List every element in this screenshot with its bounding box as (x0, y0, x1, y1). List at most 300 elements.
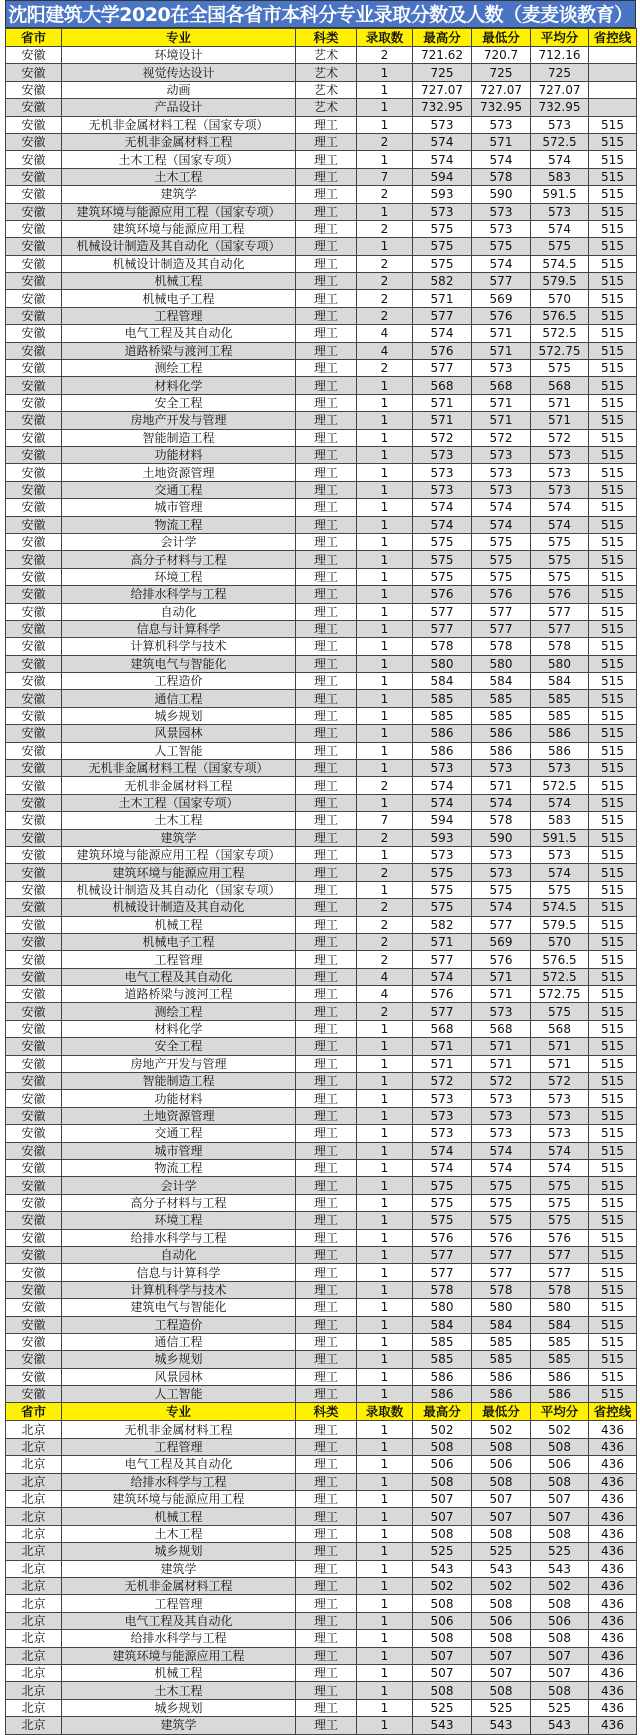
cell-major: 建筑环境与能源应用工程 (62, 864, 296, 881)
cell-province: 安徽 (6, 603, 62, 620)
cell-max-score: 575 (413, 533, 472, 550)
cell-max-score: 578 (413, 638, 472, 655)
cell-admitted: 1 (357, 1020, 413, 1037)
cell-admitted: 4 (357, 968, 413, 985)
cell-admitted: 2 (357, 951, 413, 968)
cell-max-score: 574 (413, 1142, 472, 1159)
table-row (6, 325, 637, 342)
cell-min-score: 586 (472, 725, 531, 742)
cell-control-line: 515 (589, 394, 637, 411)
cell-category: 理工 (296, 742, 357, 759)
cell-min-score: 573 (472, 203, 531, 220)
cell-province: 安徽 (6, 968, 62, 985)
cell-major: 工程管理 (62, 1438, 296, 1455)
cell-major: 无机非金属材料工程 (62, 1577, 296, 1594)
cell-min-score: 585 (472, 1333, 531, 1350)
cell-min-score: 574 (472, 794, 531, 811)
cell-major: 人工智能 (62, 1386, 296, 1403)
cell-avg-score: 577 (531, 603, 589, 620)
cell-major: 测绘工程 (62, 1003, 296, 1020)
cell-category: 理工 (296, 1107, 357, 1124)
cell-max-score: 582 (413, 273, 472, 290)
cell-province: 安徽 (6, 1299, 62, 1316)
cell-max-score: 727.07 (413, 81, 472, 98)
cell-min-score: 575 (472, 1177, 531, 1194)
cell-min-score: 525 (472, 1699, 531, 1716)
cell-control-line: 515 (589, 829, 637, 846)
cell-max-score: 578 (413, 1281, 472, 1298)
cell-control-line: 436 (589, 1560, 637, 1577)
cell-major: 工程造价 (62, 673, 296, 690)
cell-control-line (589, 64, 637, 81)
cell-max-score: 573 (413, 1107, 472, 1124)
cell-major: 电气工程及其自动化 (62, 325, 296, 342)
cell-province: 安徽 (6, 707, 62, 724)
cell-province: 北京 (6, 1699, 62, 1716)
cell-avg-score: 575 (531, 1212, 589, 1229)
cell-major: 物流工程 (62, 1160, 296, 1177)
cell-province: 北京 (6, 1438, 62, 1455)
cell-province: 安徽 (6, 881, 62, 898)
cell-max-score: 574 (413, 968, 472, 985)
cell-min-score: 571 (472, 1055, 531, 1072)
cell-avg-score: 525 (531, 1699, 589, 1716)
cell-admitted: 1 (357, 1491, 413, 1508)
cell-admitted: 1 (357, 1612, 413, 1629)
cell-min-score: 574 (472, 899, 531, 916)
table-row (6, 1212, 637, 1229)
cell-min-score: 571 (472, 412, 531, 429)
cell-avg-score: 508 (531, 1595, 589, 1612)
column-header-min-score: 最低分 (472, 1403, 531, 1421)
cell-admitted: 1 (357, 151, 413, 168)
cell-province: 北京 (6, 1717, 62, 1734)
cell-category: 艺术 (296, 64, 357, 81)
cell-control-line: 515 (589, 1299, 637, 1316)
cell-province: 安徽 (6, 1316, 62, 1333)
cell-max-score: 584 (413, 673, 472, 690)
cell-max-score: 575 (413, 568, 472, 585)
cell-avg-score: 575 (531, 238, 589, 255)
cell-province: 安徽 (6, 499, 62, 516)
cell-admitted: 1 (357, 673, 413, 690)
cell-min-score: 574 (472, 255, 531, 272)
table-row (6, 168, 637, 185)
cell-avg-score: 577 (531, 620, 589, 637)
cell-admitted: 4 (357, 342, 413, 359)
cell-admitted: 1 (357, 203, 413, 220)
cell-category: 理工 (296, 1560, 357, 1577)
table-row (6, 638, 637, 655)
cell-category: 理工 (296, 1003, 357, 1020)
cell-min-score: 576 (472, 307, 531, 324)
cell-min-score: 578 (472, 812, 531, 829)
cell-avg-score: 573 (531, 446, 589, 463)
table-row (6, 846, 637, 863)
cell-avg-score: 573 (531, 203, 589, 220)
cell-max-score: 576 (413, 586, 472, 603)
cell-min-score: 507 (472, 1491, 531, 1508)
cell-max-score: 594 (413, 812, 472, 829)
cell-control-line: 515 (589, 1055, 637, 1072)
cell-province: 安徽 (6, 777, 62, 794)
cell-province: 北京 (6, 1456, 62, 1473)
cell-control-line: 515 (589, 742, 637, 759)
cell-admitted: 1 (357, 499, 413, 516)
cell-major: 土木工程 (62, 168, 296, 185)
cell-control-line: 515 (589, 186, 637, 203)
cell-admitted: 1 (357, 725, 413, 742)
cell-avg-score: 575 (531, 881, 589, 898)
cell-admitted: 1 (357, 1717, 413, 1734)
cell-control-line: 515 (589, 133, 637, 150)
cell-admitted: 1 (357, 1038, 413, 1055)
cell-min-score: 525 (472, 1543, 531, 1560)
cell-admitted: 2 (357, 255, 413, 272)
cell-admitted: 1 (357, 1560, 413, 1577)
cell-admitted: 1 (357, 1142, 413, 1159)
cell-avg-score: 574 (531, 151, 589, 168)
table-row (6, 916, 637, 933)
cell-province: 安徽 (6, 255, 62, 272)
cell-admitted: 1 (357, 742, 413, 759)
cell-avg-score: 575 (531, 551, 589, 568)
column-header-admitted: 录取数 (357, 1403, 413, 1421)
cell-major: 电气工程及其自动化 (62, 1456, 296, 1473)
cell-major: 给排水科学与工程 (62, 1630, 296, 1647)
table-row (6, 1090, 637, 1107)
cell-province: 北京 (6, 1630, 62, 1647)
cell-max-score: 732.95 (413, 99, 472, 116)
cell-max-score: 585 (413, 1351, 472, 1368)
cell-major: 土地资源管理 (62, 1107, 296, 1124)
cell-max-score: 543 (413, 1717, 472, 1734)
cell-avg-score: 543 (531, 1560, 589, 1577)
table-row (6, 290, 637, 307)
table-row (6, 1107, 637, 1124)
cell-admitted: 1 (357, 1473, 413, 1490)
table-row (6, 620, 637, 637)
cell-major: 给排水科学与工程 (62, 1473, 296, 1490)
cell-max-score: 574 (413, 777, 472, 794)
cell-min-score: 576 (472, 586, 531, 603)
cell-admitted: 1 (357, 1316, 413, 1333)
cell-avg-score: 572.5 (531, 968, 589, 985)
cell-control-line: 515 (589, 916, 637, 933)
cell-province: 北京 (6, 1560, 62, 1577)
cell-control-line: 515 (589, 290, 637, 307)
cell-max-score: 571 (413, 1038, 472, 1055)
cell-major: 建筑学 (62, 1717, 296, 1734)
cell-min-score: 571 (472, 133, 531, 150)
cell-category: 理工 (296, 1125, 357, 1142)
cell-control-line: 515 (589, 446, 637, 463)
cell-avg-score: 577 (531, 1246, 589, 1263)
column-header-avg-score: 平均分 (531, 29, 589, 47)
cell-province: 安徽 (6, 1386, 62, 1403)
cell-major: 建筑环境与能源应用工程（国家专项） (62, 203, 296, 220)
cell-min-score: 574 (472, 151, 531, 168)
cell-major: 建筑电气与智能化 (62, 655, 296, 672)
cell-major: 建筑环境与能源应用工程（国家专项） (62, 846, 296, 863)
cell-category: 理工 (296, 1664, 357, 1681)
cell-control-line: 515 (589, 568, 637, 585)
cell-major: 城市管理 (62, 499, 296, 516)
cell-min-score: 720.7 (472, 47, 531, 64)
cell-admitted: 1 (357, 655, 413, 672)
cell-category: 理工 (296, 655, 357, 672)
cell-major: 工程管理 (62, 307, 296, 324)
cell-admitted: 1 (357, 1107, 413, 1124)
cell-max-score: 585 (413, 1333, 472, 1350)
cell-category: 理工 (296, 673, 357, 690)
table-row (6, 1456, 637, 1473)
cell-category: 理工 (296, 1160, 357, 1177)
column-header-max-score: 最高分 (413, 1403, 472, 1421)
cell-control-line: 515 (589, 1194, 637, 1211)
cell-province: 北京 (6, 1421, 62, 1438)
cell-admitted: 1 (357, 568, 413, 585)
table-row (6, 760, 637, 777)
cell-avg-score: 586 (531, 742, 589, 759)
cell-province: 北京 (6, 1543, 62, 1560)
cell-avg-score: 574 (531, 1142, 589, 1159)
cell-category: 理工 (296, 1038, 357, 1055)
cell-avg-score: 525 (531, 1543, 589, 1560)
table-header-row (6, 1403, 637, 1421)
cell-max-score: 574 (413, 151, 472, 168)
cell-category: 理工 (296, 307, 357, 324)
cell-province: 安徽 (6, 1246, 62, 1263)
cell-province: 安徽 (6, 586, 62, 603)
table-row (6, 203, 637, 220)
table-row (6, 1386, 637, 1403)
cell-major: 工程造价 (62, 1316, 296, 1333)
column-header-min-score: 最低分 (472, 29, 531, 47)
cell-control-line: 515 (589, 864, 637, 881)
cell-min-score: 573 (472, 116, 531, 133)
cell-min-score: 571 (472, 342, 531, 359)
column-header-control-line: 省控线 (589, 29, 637, 47)
cell-min-score: 732.95 (472, 99, 531, 116)
cell-category: 理工 (296, 1508, 357, 1525)
cell-category: 理工 (296, 1020, 357, 1037)
cell-control-line: 515 (589, 1246, 637, 1263)
cell-min-score: 585 (472, 690, 531, 707)
cell-min-score: 584 (472, 1316, 531, 1333)
cell-admitted: 1 (357, 116, 413, 133)
cell-min-score: 508 (472, 1630, 531, 1647)
cell-major: 建筑学 (62, 829, 296, 846)
cell-province: 安徽 (6, 481, 62, 498)
cell-category: 理工 (296, 1717, 357, 1734)
cell-major: 给排水科学与工程 (62, 586, 296, 603)
table-row (6, 1438, 637, 1455)
cell-major: 建筑学 (62, 1560, 296, 1577)
cell-control-line: 436 (589, 1456, 637, 1473)
cell-province: 安徽 (6, 1142, 62, 1159)
table-row (6, 968, 637, 985)
cell-max-score: 577 (413, 1003, 472, 1020)
cell-category: 理工 (296, 1281, 357, 1298)
cell-admitted: 1 (357, 1160, 413, 1177)
table-row (6, 707, 637, 724)
cell-admitted: 1 (357, 1055, 413, 1072)
cell-min-score: 569 (472, 290, 531, 307)
cell-admitted: 1 (357, 533, 413, 550)
cell-major: 电气工程及其自动化 (62, 968, 296, 985)
cell-avg-score: 573 (531, 464, 589, 481)
table-row (6, 1543, 637, 1560)
cell-control-line: 436 (589, 1508, 637, 1525)
cell-major: 测绘工程 (62, 360, 296, 377)
cell-control-line: 515 (589, 360, 637, 377)
column-header-major: 专业 (62, 1403, 296, 1421)
cell-control-line: 515 (589, 116, 637, 133)
cell-province: 北京 (6, 1525, 62, 1542)
cell-max-score: 573 (413, 446, 472, 463)
cell-province: 安徽 (6, 1038, 62, 1055)
cell-province: 安徽 (6, 568, 62, 585)
cell-control-line: 436 (589, 1525, 637, 1542)
cell-min-score: 569 (472, 933, 531, 950)
cell-avg-score: 575 (531, 360, 589, 377)
cell-max-score: 575 (413, 1194, 472, 1211)
cell-category: 理工 (296, 1299, 357, 1316)
cell-category: 理工 (296, 499, 357, 516)
cell-min-score: 577 (472, 603, 531, 620)
cell-province: 北京 (6, 1647, 62, 1664)
cell-province: 安徽 (6, 133, 62, 150)
cell-major: 智能制造工程 (62, 429, 296, 446)
cell-category: 理工 (296, 968, 357, 985)
cell-max-score: 586 (413, 1386, 472, 1403)
cell-min-score: 572 (472, 429, 531, 446)
cell-max-score: 508 (413, 1438, 472, 1455)
cell-control-line: 515 (589, 881, 637, 898)
cell-admitted: 1 (357, 1543, 413, 1560)
cell-min-score: 573 (472, 864, 531, 881)
cell-control-line: 515 (589, 1386, 637, 1403)
cell-min-score: 575 (472, 881, 531, 898)
cell-avg-score: 727.07 (531, 81, 589, 98)
table-row (6, 446, 637, 463)
cell-min-score: 574 (472, 516, 531, 533)
table-row (6, 429, 637, 446)
table-row (6, 899, 637, 916)
table-row (6, 394, 637, 411)
cell-control-line: 515 (589, 151, 637, 168)
cell-control-line: 515 (589, 1125, 637, 1142)
table-row (6, 1595, 637, 1612)
cell-province: 安徽 (6, 864, 62, 881)
cell-major: 材料化学 (62, 1020, 296, 1037)
cell-min-score: 577 (472, 620, 531, 637)
table-row (6, 307, 637, 324)
table-row (6, 1281, 637, 1298)
cell-min-score: 573 (472, 1090, 531, 1107)
cell-max-score: 508 (413, 1525, 472, 1542)
cell-category: 艺术 (296, 47, 357, 64)
table-row (6, 1142, 637, 1159)
cell-category: 理工 (296, 325, 357, 342)
table-row (6, 1038, 637, 1055)
cell-control-line: 515 (589, 168, 637, 185)
cell-province: 安徽 (6, 1177, 62, 1194)
cell-control-line: 515 (589, 899, 637, 916)
cell-admitted: 1 (357, 1456, 413, 1473)
column-header-province: 省市 (6, 29, 62, 47)
cell-admitted: 1 (357, 446, 413, 463)
cell-category: 理工 (296, 586, 357, 603)
cell-major: 功能材料 (62, 446, 296, 463)
cell-province: 安徽 (6, 1073, 62, 1090)
cell-max-score: 571 (413, 290, 472, 307)
table-row (6, 360, 637, 377)
cell-category: 理工 (296, 1438, 357, 1455)
cell-avg-score: 575 (531, 568, 589, 585)
cell-avg-score: 586 (531, 725, 589, 742)
cell-avg-score: 568 (531, 377, 589, 394)
table-row (6, 1421, 637, 1438)
cell-control-line: 436 (589, 1421, 637, 1438)
cell-avg-score: 507 (531, 1508, 589, 1525)
cell-min-score: 575 (472, 238, 531, 255)
cell-province: 安徽 (6, 1055, 62, 1072)
cell-major: 无机非金属材料工程 (62, 1421, 296, 1438)
cell-province: 安徽 (6, 81, 62, 98)
cell-max-score: 575 (413, 1212, 472, 1229)
cell-avg-score: 575 (531, 1194, 589, 1211)
cell-max-score: 586 (413, 725, 472, 742)
cell-province: 安徽 (6, 377, 62, 394)
cell-max-score: 586 (413, 742, 472, 759)
cell-category: 理工 (296, 1595, 357, 1612)
cell-avg-score: 572.5 (531, 777, 589, 794)
cell-admitted: 1 (357, 429, 413, 446)
cell-min-score: 571 (472, 394, 531, 411)
table-row (6, 533, 637, 550)
cell-min-score: 573 (472, 481, 531, 498)
cell-major: 交通工程 (62, 481, 296, 498)
cell-avg-score: 507 (531, 1491, 589, 1508)
cell-control-line: 515 (589, 725, 637, 742)
cell-control-line: 515 (589, 1351, 637, 1368)
cell-min-score: 575 (472, 568, 531, 585)
cell-avg-score: 574 (531, 1160, 589, 1177)
cell-max-score: 574 (413, 133, 472, 150)
cell-max-score: 573 (413, 1125, 472, 1142)
cell-major: 建筑学 (62, 186, 296, 203)
cell-major: 会计学 (62, 1177, 296, 1194)
cell-control-line: 515 (589, 1264, 637, 1281)
cell-control-line: 515 (589, 1003, 637, 1020)
cell-category: 理工 (296, 846, 357, 863)
cell-avg-score: 591.5 (531, 829, 589, 846)
cell-control-line: 515 (589, 777, 637, 794)
cell-avg-score: 572.75 (531, 342, 589, 359)
cell-avg-score: 576 (531, 586, 589, 603)
cell-max-score: 575 (413, 220, 472, 237)
cell-avg-score: 586 (531, 1368, 589, 1385)
cell-major: 安全工程 (62, 394, 296, 411)
cell-category: 理工 (296, 238, 357, 255)
cell-province: 安徽 (6, 1020, 62, 1037)
cell-major: 机械电子工程 (62, 290, 296, 307)
cell-avg-score: 574 (531, 516, 589, 533)
cell-category: 理工 (296, 1682, 357, 1699)
cell-category: 理工 (296, 603, 357, 620)
